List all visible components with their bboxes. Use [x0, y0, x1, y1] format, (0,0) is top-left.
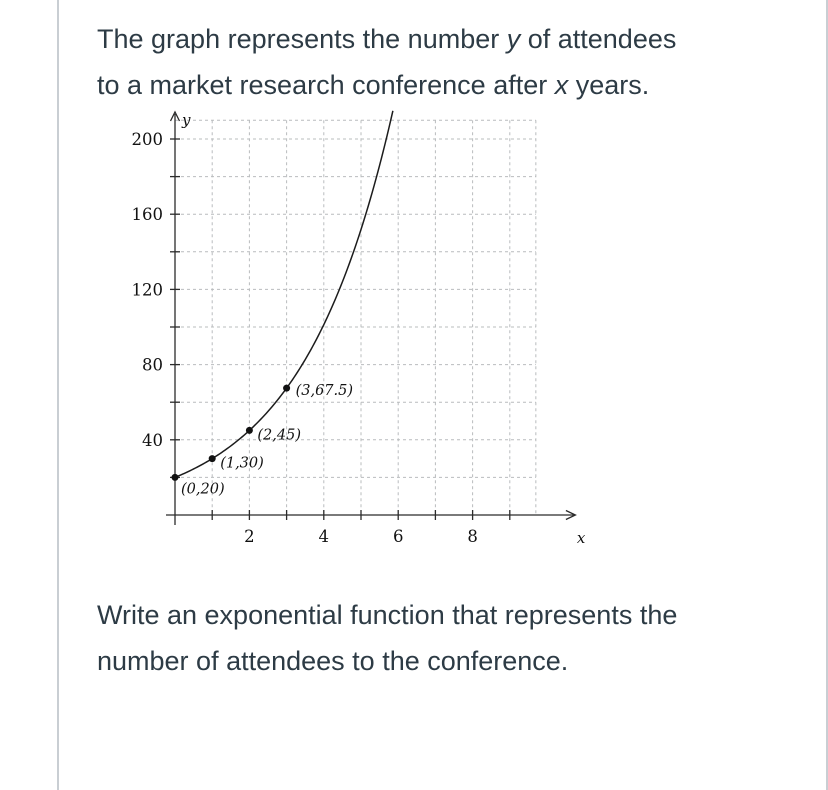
data-point [246, 427, 253, 434]
y-tick-label: 200 [131, 130, 163, 149]
y-tick-label: 40 [142, 430, 163, 450]
y-axis-label: y [182, 111, 191, 129]
problem-statement [97, 16, 697, 108]
data-point [283, 385, 290, 392]
attendees-graph-container [118, 105, 588, 560]
x-tick-label: 8 [467, 527, 478, 546]
y-tick-label: 160 [131, 205, 163, 225]
x-axis-label: x [576, 529, 586, 547]
point-label: (0,20) [181, 481, 225, 498]
point-label: (1,30) [220, 455, 264, 472]
attendees-graph [118, 105, 588, 560]
problem-page [97, 0, 697, 684]
question-text: Write an exponential function that represents the number of attendees to the conference. [97, 600, 678, 676]
y-tick-label: 80 [142, 355, 163, 375]
x-tick-label: 2 [244, 527, 255, 546]
statement-text-2: of attendees to a market research conference after [97, 24, 677, 100]
data-point [209, 455, 216, 462]
statement-text-3: years. [568, 70, 650, 100]
point-label: (2,45) [257, 427, 302, 444]
y-tick-label: 120 [131, 280, 163, 300]
data-point [172, 474, 179, 481]
variable-x: x [554, 70, 569, 100]
statement-text-1: The graph represents the number [97, 24, 507, 54]
variable-y: y [506, 24, 521, 54]
x-tick-label: 6 [392, 527, 404, 546]
exponential-curve [175, 111, 393, 478]
x-tick-label: 4 [318, 527, 330, 546]
panel-border-left [57, 0, 59, 790]
point-label: (3,67.5) [295, 383, 354, 400]
